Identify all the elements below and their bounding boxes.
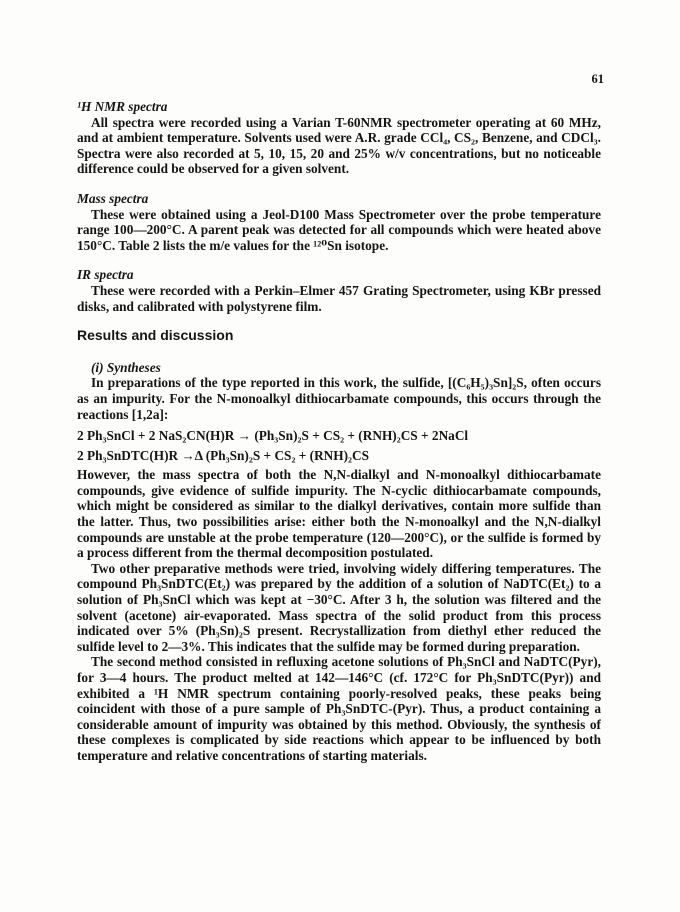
results-title: Results and discussion [77, 327, 234, 344]
nmr-section [77, 99, 601, 177]
results-paragraph-3: Two other preparative methods were tried, involving widely differing temperatures. The compound Ph₃SnDTC(Et₂) was prepared by the addition of a solution of NaDTC(Et₂) to a solution of Ph₃SnCl which was kept at −30°C. After 3 h, the solution was filtered and the solvent (acetone) air-evaporated. Mass spectra of the solid product from this process indicated over 5% (Ph₃Sn)₂S present. Recrystallization from diethyl ether reduced the sulfide level to 2—3%. This indicates that the sulfide may be formed during preparation. [77, 560, 601, 654]
reaction-equation-2: 2 Ph₃SnDTC(H)R →Δ (Ph₃Sn)₂S + CS₂ + (RNH)₂CS [77, 447, 370, 463]
mass-paragraph: These were obtained using a Jeol-D100 Mass Spectrometer over the probe temperature range 100—200°C. A parent peak was detected for all compounds which were heated above 150°C. Table 2 lists the m/e values for the ¹²⁰Sn isotope. [77, 206, 601, 253]
page-number: 61 [591, 72, 604, 86]
results-paragraph-1: In preparations of the type reported in this work, the sulfide, [(C₆H₅)₃Sn]₂S, often occurs as an impurity. For the N-monoalkyl dithiocarbamate compounds, this occurs through the reactions [1,2a]: [77, 375, 601, 422]
nmr-paragraph: All spectra were recorded using a Varian T-60NMR spectrometer operating at 60 MHz, and at ambient temperature. Solvents used were A.R. grade CCl₄, CS₂, Benzene, and CDCl₃. Spectra were also recorded at 5, 10, 15, 20 and 25% w/v concentrations, but no noticeable difference could be observed for a given solvent. [77, 114, 601, 177]
results-paragraph-2: However, the mass spectra of both the N,N-dialkyl and N-monoalkyl dithiocarbamate compounds, give evidence of sulfide impurity. The N-cyclic dithiocarbamate compounds, which might be considered as similar to the dialkyl derivatives, contain more sulfide than the latter. Thus, two possibilities arise: either both the N-monoalkyl and the N,N-dialkyl compounds are unstable at the probe temperature (120—200°C), or the sulfide is formed by a process different from the thermal decomposition postulated. [77, 467, 601, 561]
results-paragraph-4: The second method consisted in refluxing acetone solutions of Ph₃SnCl and NaDTC(Pyr), for 3—4 hours. The product melted at 142—146°C (cf. 172°C for Ph₃SnDTC(Pyr)) and exhibited a ¹H NMR spectrum containing poorly-resolved peaks, these peaks being coincident with those of a pure sample of Ph₃SnDTC-(Pyr). Thus, a product containing a considerable amount of impurity was obtained by this method. Obviously, the synthesis of these complexes is complicated by side reactions which appear to be influenced by both temperature and relative concentrations of starting materials. [77, 654, 601, 763]
syntheses-subheading: (i) Syntheses [91, 359, 161, 375]
ir-section [77, 267, 601, 314]
body-text [77, 99, 601, 764]
reaction-equation-1: 2 Ph₃SnCl + 2 NaS₂CN(H)R → (Ph₃Sn)₂S + CS₂ + (RNH)₂CS + 2NaCl [77, 428, 469, 444]
ir-paragraph: These were recorded with a Perkin–Elmer 457 Grating Spectrometer, using KBr pressed disks, and calibrated with polystyrene film. [77, 282, 601, 314]
mass-heading: Mass spectra [77, 190, 149, 206]
nmr-heading: ¹H NMR spectra [77, 99, 168, 114]
ir-heading: IR spectra [77, 267, 134, 283]
mass-section [77, 191, 601, 253]
